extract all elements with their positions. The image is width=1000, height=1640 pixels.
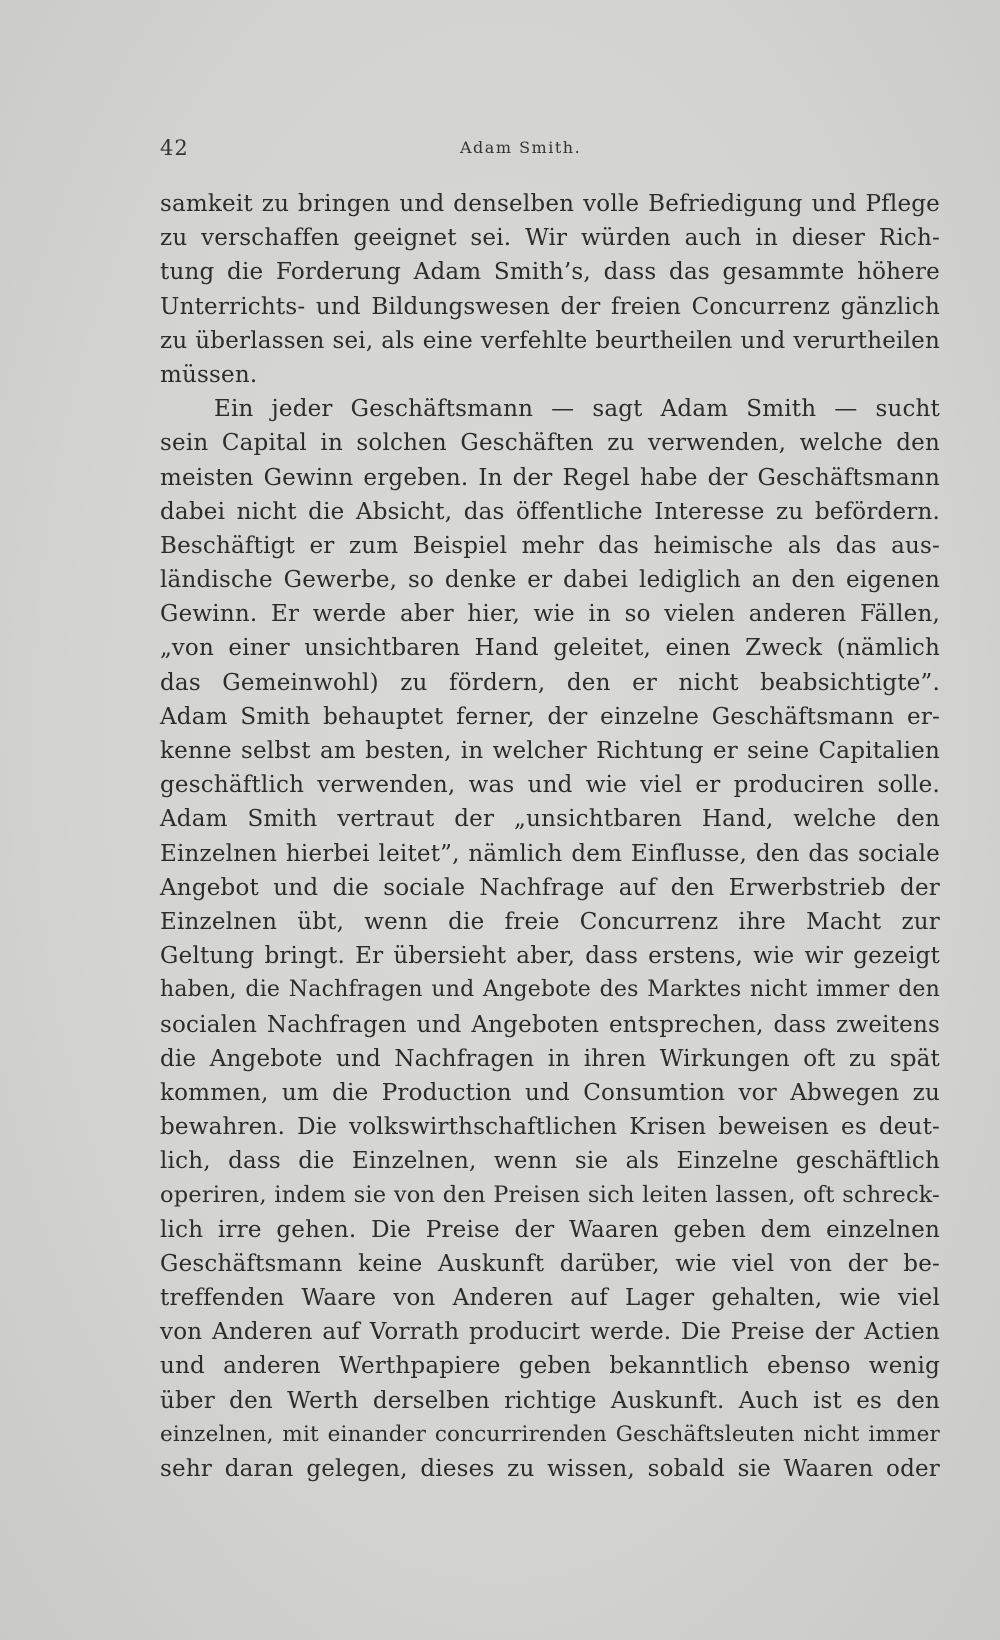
text-line: kenne selbst am besten, in welcher Richtung er seine Capitalien xyxy=(160,738,940,764)
text-line: einzelnen, mit einander concurrirenden Geschäftsleuten nicht immer xyxy=(160,1421,940,1447)
text-line: lich, dass die Einzelnen, wenn sie als Einzelne geschäftlich xyxy=(160,1148,940,1175)
text-line: Einzelnen hierbei leitet”, nämlich dem Einflusse, den das sociale xyxy=(160,840,940,867)
text-line: über den Werth derselben richtige Auskunft. Auch ist es den xyxy=(160,1387,940,1414)
text-line: Unterrichts- und Bildungswesen der freien Concurrenz gänzlich xyxy=(160,293,940,320)
text-line: Angebot und die sociale Nachfrage auf den Erwerbstrieb der xyxy=(160,874,940,901)
text-line: dabei nicht die Absicht, das öffentliche Interesse zu befördern. xyxy=(160,498,940,525)
text-line: samkeit zu bringen und denselben volle Befriedigung und Pflege xyxy=(160,191,940,217)
text-line: sehr daran gelegen, dieses zu wissen, sobald sie Waaren oder xyxy=(160,1455,940,1482)
text-line: Geltung bringt. Er übersieht aber, dass erstens, wie wir gezeigt xyxy=(160,943,940,970)
text-line: Geschäftsmann keine Auskunft darüber, wie viel von der be- xyxy=(160,1250,940,1277)
text-line: bewahren. Die volkswirthschaftlichen Krisen beweisen es deut- xyxy=(160,1114,940,1141)
text-line: treffenden Waare von Anderen auf Lager gehalten, wie viel xyxy=(160,1285,940,1311)
text-line: geschäftlich verwenden, was und wie viel er produciren solle. xyxy=(160,772,940,799)
text-line: Ein jeder Geschäftsmann — sagt Adam Smith — sucht xyxy=(214,396,940,423)
text-line: socialen Nachfragen und Angeboten entsprechen, dass zweitens xyxy=(160,1011,940,1038)
text-line: die Angebote und Nachfragen in ihren Wirkungen oft zu spät xyxy=(160,1045,940,1072)
text-line: meisten Gewinn ergeben. In der Regel habe der Geschäftsmann xyxy=(160,464,940,491)
text-line: kommen, um die Production und Consumtion vor Abwegen zu xyxy=(160,1079,940,1106)
text-line: „von einer unsichtbaren Hand geleitet, einen Zweck (nämlich xyxy=(160,635,940,662)
text-line: Adam Smith behauptet ferner, der einzelne Geschäftsmann er- xyxy=(160,703,940,730)
text-line: das Gemeinwohl) zu fördern, den er nicht beabsichtigte”. xyxy=(160,669,940,696)
text-line: Adam Smith vertraut der „unsichtbaren Hand, welche den xyxy=(160,806,940,833)
body-text xyxy=(160,187,940,1486)
text-line: Einzelnen übt, wenn die freie Concurrenz ihre Macht zur xyxy=(160,908,940,935)
page-number: 42 xyxy=(160,136,189,160)
text-line: Beschäftigt er zum Beispiel mehr das heimische als das aus- xyxy=(160,532,940,559)
text-line: Gewinn. Er werde aber hier, wie in so vielen anderen Fällen, xyxy=(160,601,940,628)
text-line: lich irre gehen. Die Preise der Waaren geben dem einzelnen xyxy=(160,1216,940,1243)
text-line: müssen. xyxy=(160,361,258,388)
text-line: ländische Gewerbe, so denke er dabei lediglich an den eigenen xyxy=(160,567,940,594)
running-head: Adam Smith. xyxy=(460,138,582,157)
page-header xyxy=(160,136,940,172)
text-line: und anderen Werthpapiere geben bekanntlich ebenso wenig xyxy=(160,1353,940,1380)
text-line: sein Capital in solchen Geschäften zu verwenden, welche den xyxy=(160,430,940,457)
text-line: tung die Forderung Adam Smith’s, dass das gesammte höhere xyxy=(160,259,940,286)
text-line: zu verschaffen geeignet sei. Wir würden auch in dieser Rich- xyxy=(160,225,940,252)
text-line: operiren, indem sie von den Preisen sich leiten lassen, oft schreck- xyxy=(160,1182,940,1209)
text-line: zu überlassen sei, als eine verfehlte beurtheilen und verurtheilen xyxy=(160,327,940,354)
text-line: haben, die Nachfragen und Angebote des Marktes nicht immer den xyxy=(160,977,940,1003)
text-line: von Anderen auf Vorrath producirt werde. Die Preise der Actien xyxy=(160,1319,940,1346)
